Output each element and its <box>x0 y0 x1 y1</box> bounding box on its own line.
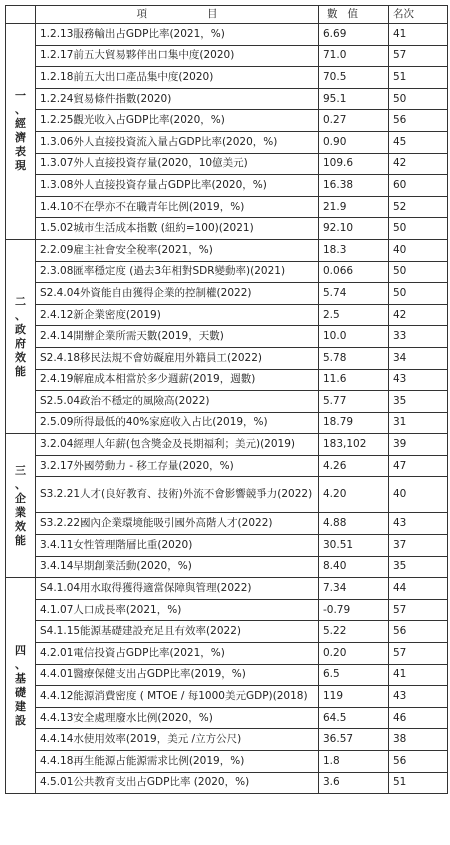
rank-cell: 39 <box>389 434 448 456</box>
value-cell: 8.40 <box>319 556 389 578</box>
table-row <box>6 304 448 326</box>
rank-cell: 42 <box>389 304 448 326</box>
rank-cell: 40 <box>389 239 448 261</box>
value-cell: 0.066 <box>319 261 389 283</box>
header-rank: 名次 <box>389 6 448 24</box>
table-row <box>6 239 448 261</box>
value-cell: 4.88 <box>319 513 389 535</box>
item-cell: 3.4.14早期創業活動(2020，%) <box>36 556 319 578</box>
item-cell: S2.5.04政治不穩定的風險高(2022) <box>36 391 319 413</box>
item-cell: 4.4.12能源消費密度 ( MTOE / 每1000美元GDP)(2018) <box>36 686 319 708</box>
value-cell: 30.51 <box>319 535 389 557</box>
rank-cell: 57 <box>389 643 448 665</box>
value-cell: 21.9 <box>319 196 389 218</box>
rank-cell: 43 <box>389 686 448 708</box>
rank-cell: 52 <box>389 196 448 218</box>
section-title: 一 、 經 濟 表 現 <box>6 24 36 240</box>
item-cell: 1.2.25觀光收入占GDP比率(2020，%) <box>36 110 319 132</box>
rank-cell: 60 <box>389 175 448 197</box>
item-cell: S2.4.04外資能自由獲得企業的控制權(2022) <box>36 283 319 305</box>
item-cell: 4.1.07人口成長率(2021，%) <box>36 599 319 621</box>
item-cell: 4.5.01公共教育支出占GDP比率 (2020，%) <box>36 772 319 794</box>
value-cell: 183,102 <box>319 434 389 456</box>
item-cell: 1.4.10不在學亦不在職青年比例(2019，%) <box>36 196 319 218</box>
item-cell: 1.3.06外人直接投資流入量占GDP比率(2020，%) <box>36 131 319 153</box>
rank-cell: 46 <box>389 707 448 729</box>
rank-cell: 41 <box>389 664 448 686</box>
table-row <box>6 434 448 456</box>
table-row <box>6 175 448 197</box>
table-row <box>6 729 448 751</box>
item-cell: 1.5.02城市生活成本指數 (紐約=100)(2021) <box>36 218 319 240</box>
value-cell: 0.27 <box>319 110 389 132</box>
rank-cell: 56 <box>389 110 448 132</box>
item-cell: 2.2.09雇主社會安全稅率(2021，%) <box>36 239 319 261</box>
rank-cell: 57 <box>389 45 448 67</box>
item-cell: 1.2.24貿易條件指數(2020) <box>36 88 319 110</box>
header-category <box>6 6 36 24</box>
value-cell: 109.6 <box>319 153 389 175</box>
value-cell: -0.79 <box>319 599 389 621</box>
value-cell: 0.20 <box>319 643 389 665</box>
value-cell: 4.20 <box>319 477 389 513</box>
item-cell: 3.4.11女性管理階層比重(2020) <box>36 535 319 557</box>
item-cell: 4.2.01電信投資占GDP比率(2021，%) <box>36 643 319 665</box>
table-header-row <box>6 6 448 24</box>
rank-cell: 56 <box>389 621 448 643</box>
value-cell: 10.0 <box>319 326 389 348</box>
value-cell: 18.79 <box>319 412 389 434</box>
rank-cell: 45 <box>389 131 448 153</box>
table-row <box>6 67 448 89</box>
table-row <box>6 751 448 773</box>
item-cell: S4.1.15能源基礎建設充足且有效率(2022) <box>36 621 319 643</box>
item-cell: 4.4.18再生能源占能源需求比例(2019，%) <box>36 751 319 773</box>
rank-cell: 51 <box>389 772 448 794</box>
table-row <box>6 772 448 794</box>
rank-cell: 43 <box>389 369 448 391</box>
header-value: 數值 <box>319 6 389 24</box>
table-row <box>6 391 448 413</box>
rank-cell: 37 <box>389 535 448 557</box>
header-item: 項目 <box>36 6 319 24</box>
value-cell: 2.5 <box>319 304 389 326</box>
value-cell: 71.0 <box>319 45 389 67</box>
rank-cell: 38 <box>389 729 448 751</box>
value-cell: 18.3 <box>319 239 389 261</box>
table-row <box>6 347 448 369</box>
rank-cell: 35 <box>389 391 448 413</box>
rank-cell: 41 <box>389 24 448 46</box>
item-cell: 2.3.08匯率穩定度 (過去3年相對SDR變動率)(2021) <box>36 261 319 283</box>
value-cell: 95.1 <box>319 88 389 110</box>
item-cell: 2.4.19解雇成本相當於多少週薪(2019，週數) <box>36 369 319 391</box>
item-cell: 1.3.08外人直接投資存量占GDP比率(2020，%) <box>36 175 319 197</box>
value-cell: 5.77 <box>319 391 389 413</box>
table-row <box>6 556 448 578</box>
rank-cell: 50 <box>389 261 448 283</box>
value-cell: 70.5 <box>319 67 389 89</box>
value-cell: 5.78 <box>319 347 389 369</box>
section-title: 四 、 基 礎 建 設 <box>6 578 36 794</box>
table-row <box>6 477 448 513</box>
value-cell: 5.74 <box>319 283 389 305</box>
table-row <box>6 599 448 621</box>
table-row <box>6 283 448 305</box>
table-row <box>6 513 448 535</box>
table-row <box>6 218 448 240</box>
value-cell: 1.8 <box>319 751 389 773</box>
rank-cell: 47 <box>389 455 448 477</box>
value-cell: 3.6 <box>319 772 389 794</box>
value-cell: 4.26 <box>319 455 389 477</box>
rank-cell: 42 <box>389 153 448 175</box>
rank-cell: 40 <box>389 477 448 513</box>
rank-cell: 34 <box>389 347 448 369</box>
item-cell: 1.2.13服務輸出占GDP比率(2021，%) <box>36 24 319 46</box>
table-row <box>6 707 448 729</box>
table-row <box>6 24 448 46</box>
item-cell: 1.2.18前五大出口產品集中度(2020) <box>36 67 319 89</box>
item-cell: 4.4.14水使用效率(2019，美元 /立方公尺) <box>36 729 319 751</box>
table-row <box>6 153 448 175</box>
value-cell: 92.10 <box>319 218 389 240</box>
section-title: 三 、 企 業 效 能 <box>6 434 36 578</box>
table-row <box>6 686 448 708</box>
item-cell: S3.2.22國內企業環境能吸引國外高階人才(2022) <box>36 513 319 535</box>
rank-cell: 57 <box>389 599 448 621</box>
item-cell: 3.2.17外國勞動力 - 移工存量(2020，%) <box>36 455 319 477</box>
rank-cell: 33 <box>389 326 448 348</box>
value-cell: 7.34 <box>319 578 389 600</box>
table-row <box>6 643 448 665</box>
rank-cell: 50 <box>389 218 448 240</box>
table-row <box>6 369 448 391</box>
rank-cell: 43 <box>389 513 448 535</box>
rank-cell: 51 <box>389 67 448 89</box>
item-cell: 2.4.12新企業密度(2019) <box>36 304 319 326</box>
table-body <box>6 24 448 794</box>
value-cell: 36.57 <box>319 729 389 751</box>
table-row <box>6 664 448 686</box>
table-row <box>6 196 448 218</box>
item-cell: 2.5.09所得最低的40%家庭收入占比(2019，%) <box>36 412 319 434</box>
rank-cell: 31 <box>389 412 448 434</box>
item-cell: 4.4.13安全處理廢水比例(2020，%) <box>36 707 319 729</box>
rank-cell: 56 <box>389 751 448 773</box>
indicator-table <box>5 5 448 794</box>
item-cell: 1.2.17前五大貿易夥伴出口集中度(2020) <box>36 45 319 67</box>
rank-cell: 50 <box>389 88 448 110</box>
table-row <box>6 535 448 557</box>
rank-cell: 50 <box>389 283 448 305</box>
item-cell: S4.1.04用水取得獲得適當保障與管理(2022) <box>36 578 319 600</box>
section-title: 二 、 政 府 效 能 <box>6 239 36 433</box>
table-row <box>6 45 448 67</box>
value-cell: 6.5 <box>319 664 389 686</box>
table-row <box>6 131 448 153</box>
value-cell: 6.69 <box>319 24 389 46</box>
rank-cell: 44 <box>389 578 448 600</box>
item-cell: 1.3.07外人直接投資存量(2020，10億美元) <box>36 153 319 175</box>
value-cell: 119 <box>319 686 389 708</box>
item-cell: S3.2.21人才(良好教育、技術)外流不會影響競爭力(2022) <box>36 477 319 513</box>
value-cell: 5.22 <box>319 621 389 643</box>
value-cell: 16.38 <box>319 175 389 197</box>
table-row <box>6 326 448 348</box>
table-row <box>6 261 448 283</box>
item-cell: 4.4.01醫療保健支出占GDP比率(2019，%) <box>36 664 319 686</box>
table-row <box>6 455 448 477</box>
item-cell: 3.2.04經理人年薪(包含獎金及長期福利；美元)(2019) <box>36 434 319 456</box>
rank-cell: 35 <box>389 556 448 578</box>
table-row <box>6 110 448 132</box>
table-row <box>6 88 448 110</box>
item-cell: 2.4.14開辦企業所需天數(2019，天數) <box>36 326 319 348</box>
value-cell: 11.6 <box>319 369 389 391</box>
table-row <box>6 412 448 434</box>
table-row <box>6 578 448 600</box>
value-cell: 0.90 <box>319 131 389 153</box>
item-cell: S2.4.18移民法規不會妨礙雇用外籍員工(2022) <box>36 347 319 369</box>
value-cell: 64.5 <box>319 707 389 729</box>
table-row <box>6 621 448 643</box>
